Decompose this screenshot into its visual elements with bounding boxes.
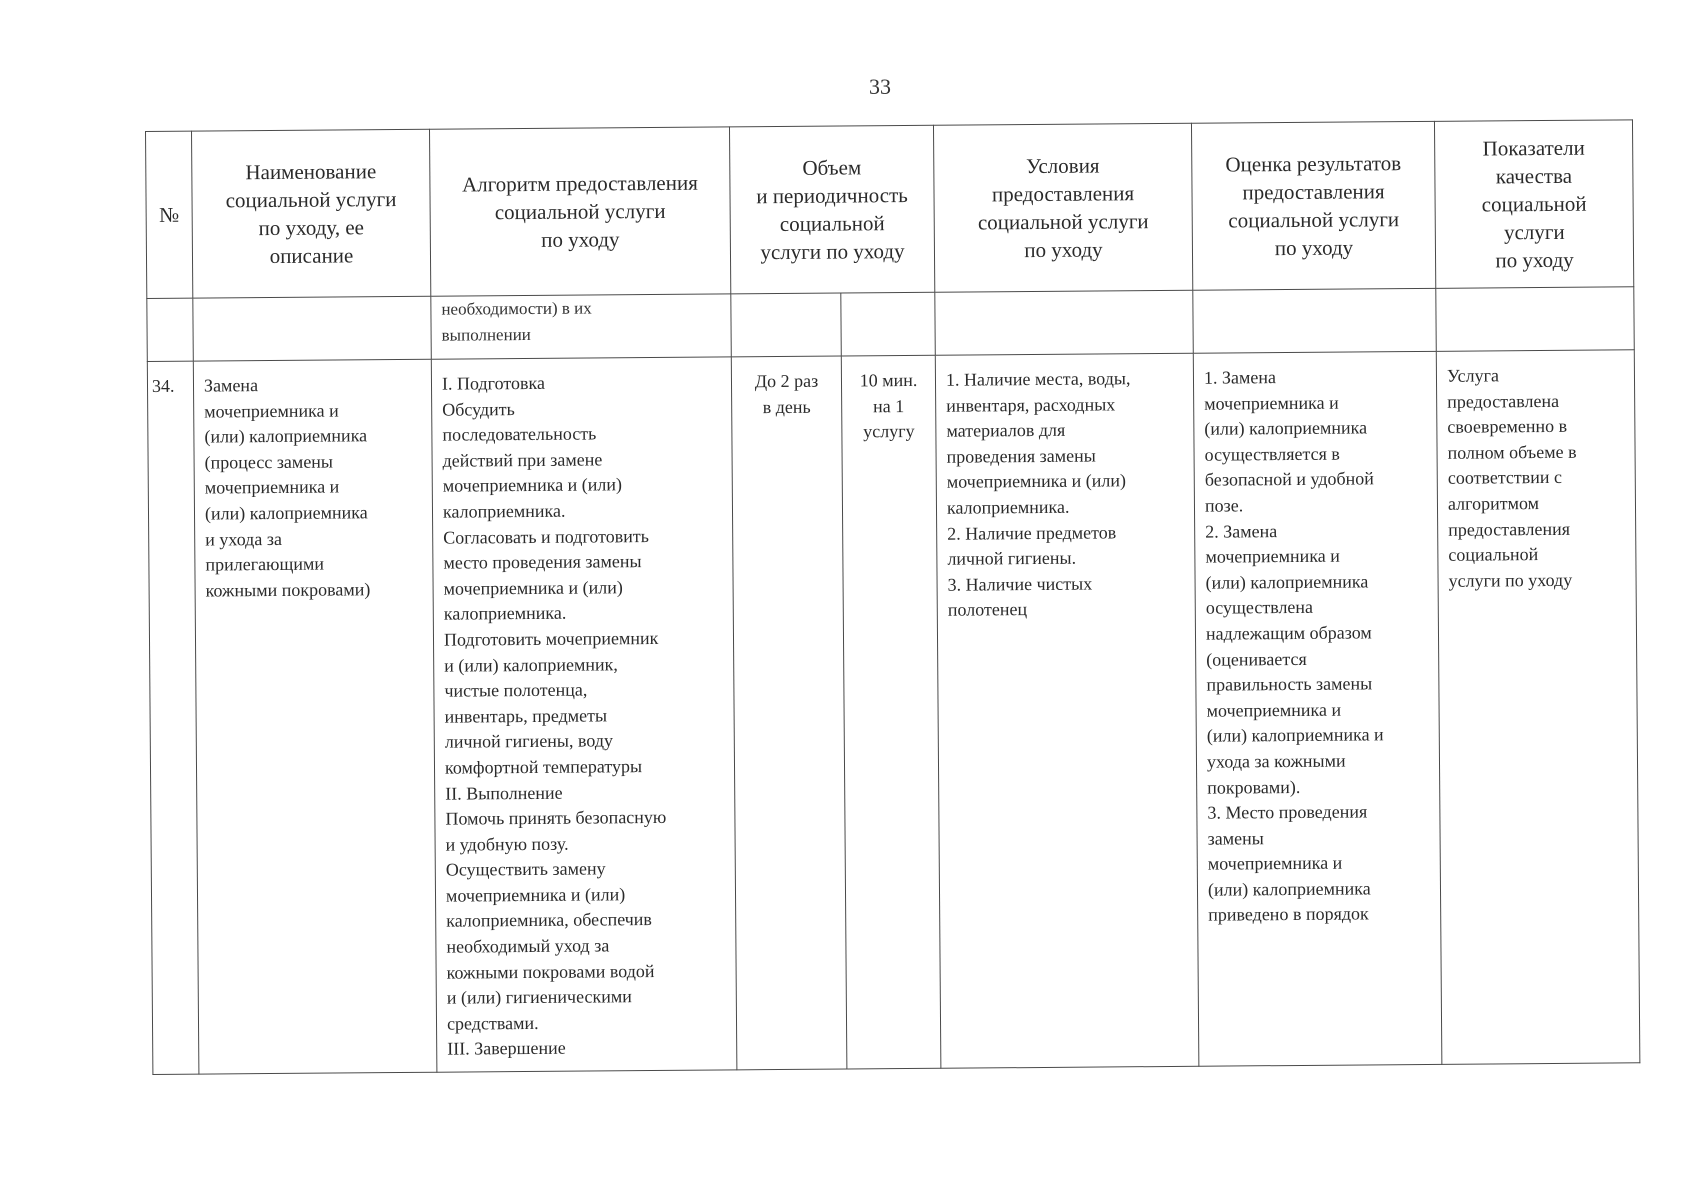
service-conditions: 1. Наличие места, воды, инвентаря, расходных материалов для проведения замены мочеприемника и (или) калоприемника. 2. Наличие предметов личной гигиены. 3. Наличие чистых полотенец [935, 353, 1199, 1068]
cont-quality-cell [1436, 287, 1634, 352]
row-number: 34. [147, 361, 199, 1074]
header-evaluation: Оценка результатов предоставления социальной услуги по уходу [1191, 121, 1435, 290]
table-row [147, 350, 1640, 1075]
cont-conditions-cell [935, 290, 1193, 355]
cont-number-cell [147, 298, 193, 361]
service-name: Замена мочеприемника и (или) калоприемника (процесс замены мочеприемника и (или) калоприемника и ухода за прилегающими кожными покровами) [193, 359, 437, 1074]
service-quality: Услуга предоставлена своевременно в полном объеме в соответствии с алгоритмом предоставления социальной услуги по уходу [1436, 350, 1640, 1065]
header-service-name: Наименование социальной услуги по уходу, ее описание [192, 129, 431, 298]
service-duration: 10 мин. на 1 услугу [841, 355, 941, 1069]
header-algorithm: Алгоритм предоставления социальной услуги по уходу [429, 127, 730, 296]
header-number: № [146, 131, 193, 298]
service-frequency: До 2 раз в день [731, 356, 847, 1070]
page-number: 33 [869, 74, 891, 99]
header-row [146, 120, 1634, 299]
services-table [145, 119, 1640, 1075]
service-algorithm: I. Подготовка Обсудить последовательность действий при замене мочеприемника и (или) калоприемника. Согласовать и подготовить место проведения замены мочеприемника и (или) калоприемника. Подготовить мочеприемник и (или) калоприемник, чистые полотенца, инвентарь, предметы личной гигиены, воду комфортной температуры II. Выполнение Помочь принять безопасную и удобную позу. Осуществить замену мочеприемника и (или) калоприемника, обеспечив необходимый уход за кожными покровами водой и (или) гигиеническими средствами. III. Завершение [431, 357, 737, 1072]
header-quality: Показатели качества социальной услуги по уходу [1434, 120, 1633, 289]
header-conditions: Условия предоставления социальной услуги по уходу [933, 123, 1192, 292]
cont-algorithm-cell: необходимости) в их выполнении [431, 294, 731, 359]
service-evaluation: 1. Замена мочеприемника и (или) калоприемника осуществляется в безопасной и удобной позе. 2. Замена мочеприемника и (или) калоприемника осуществлена надлежащим образом (оценивается правильность замены мочеприемника и (или) калоприемника и ухода за кожными покровами). 3. Место проведения замены мочеприемника и (или) калоприемника приведено в порядок [1193, 351, 1442, 1066]
cont-duration-cell [841, 292, 936, 356]
cont-evaluation-cell [1193, 288, 1436, 353]
continuation-row [147, 287, 1634, 362]
cont-name-cell [193, 296, 431, 361]
cont-frequency-cell [731, 293, 841, 357]
header-volume: Объем и периодичность социальной услуги по уходу [729, 125, 934, 294]
